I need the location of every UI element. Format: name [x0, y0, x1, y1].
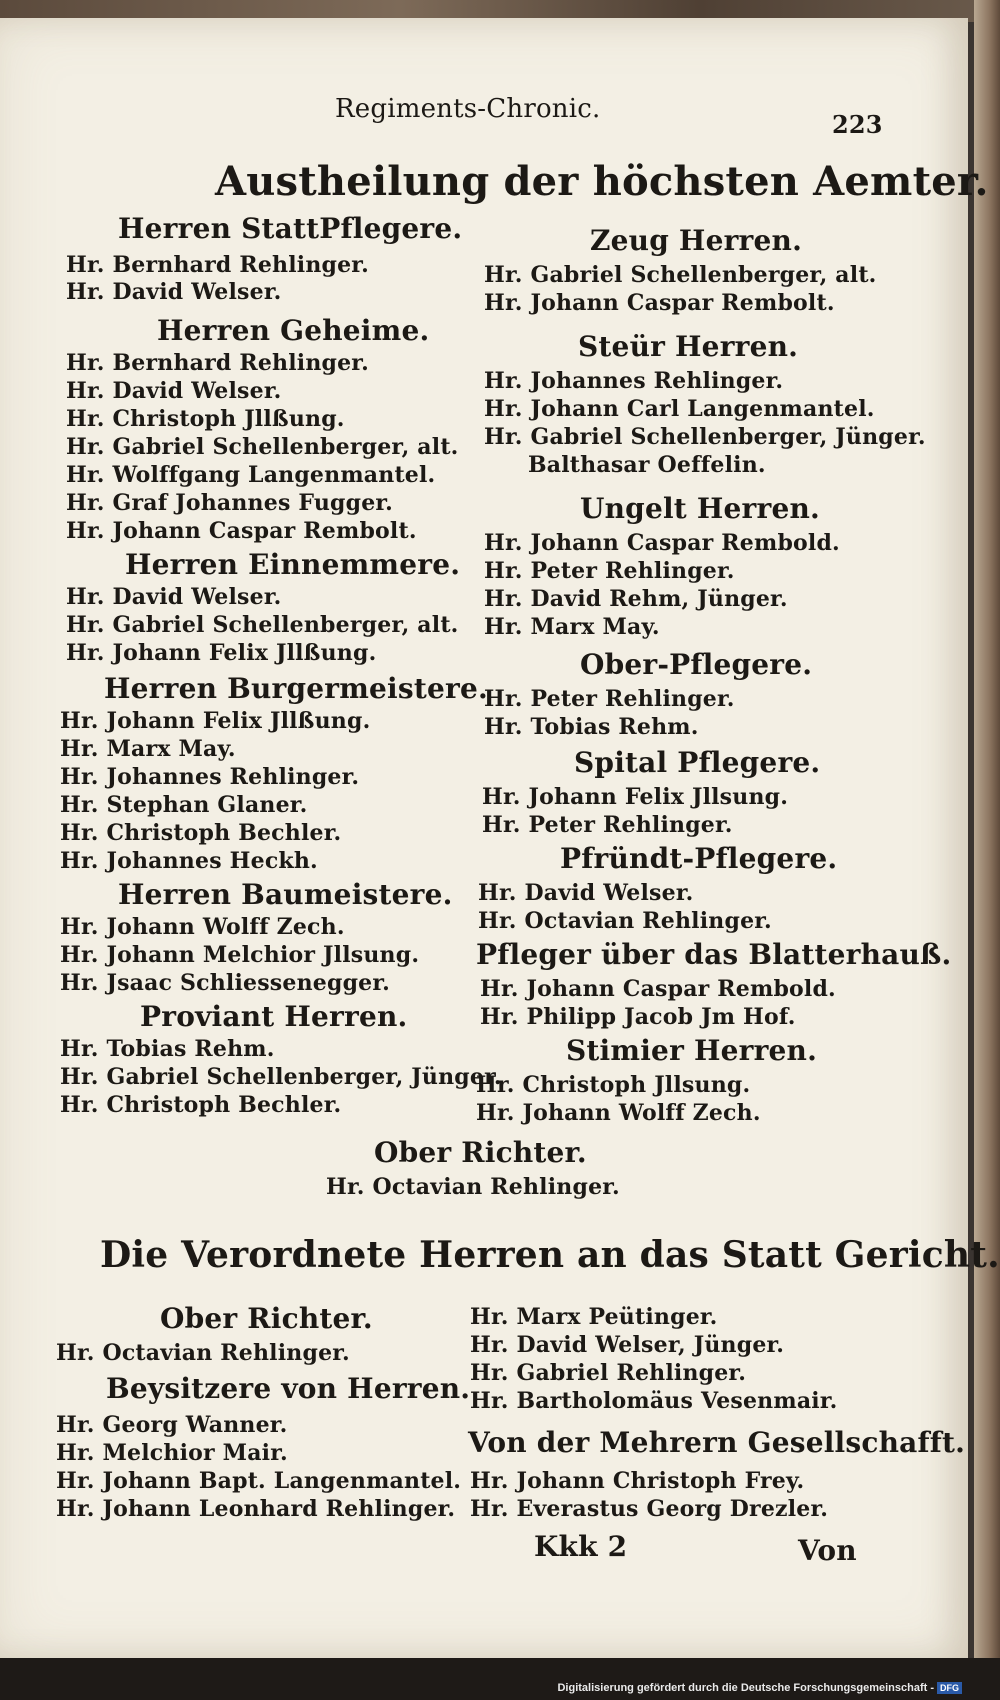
- right-heading-stimier: Stimier Herren.: [566, 1034, 818, 1067]
- list-item: Hr. Georg Wanner.: [56, 1412, 288, 1438]
- signature-mark: Kkk 2: [534, 1530, 628, 1563]
- list-item: Hr. Johann Bapt. Langenmantel.: [56, 1468, 462, 1494]
- list-item: Hr. Gabriel Schellenberger, alt.: [66, 434, 459, 460]
- list-item: Hr. David Rehm, Jünger.: [484, 586, 788, 612]
- list-item: Hr. Johannes Heckh.: [60, 848, 318, 874]
- list-item: Hr. Gabriel Schellenberger, Jünger.: [60, 1064, 502, 1090]
- list-item: Hr. Gabriel Schellenberger, Jünger.: [484, 424, 926, 450]
- list-item: Hr. David Welser.: [66, 279, 282, 305]
- list-item: Hr. Christoph Jllßung.: [66, 406, 345, 432]
- list-item: Hr. Gabriel Schellenberger, alt.: [66, 612, 459, 638]
- list-item: Hr. Wolffgang Langenmantel.: [66, 462, 436, 488]
- list-item: Hr. Johann Caspar Rembolt.: [66, 518, 417, 544]
- right-heading-steur: Steür Herren.: [578, 330, 799, 363]
- list-item: Hr. Christoph Bechler.: [60, 820, 342, 846]
- list-item: Hr. Marx May.: [484, 614, 660, 640]
- list-item: Hr. Stephan Glaner.: [60, 792, 308, 818]
- right-heading-zeug: Zeug Herren.: [590, 224, 803, 257]
- list-item: Hr. Philipp Jacob Jm Hof.: [480, 1004, 796, 1030]
- list-item: Hr. Bernhard Rehlinger.: [66, 252, 369, 278]
- section1-title: Austheilung der höchsten Aemter.: [215, 158, 989, 205]
- left-heading-einnemmere: Herren Einnemmere.: [125, 548, 461, 581]
- list-item: Hr. David Welser.: [66, 584, 282, 610]
- s2-heading-beysitzere: Beysitzere von Herren.: [106, 1372, 471, 1405]
- list-item: Hr. Johann Christoph Frey.: [470, 1468, 805, 1494]
- list-item: Hr. Johann Wolff Zech.: [60, 914, 345, 940]
- list-item: Hr. Peter Rehlinger.: [482, 812, 733, 838]
- list-item: Hr. David Welser.: [478, 880, 694, 906]
- list-item: Balthasar Oeffelin.: [528, 452, 766, 478]
- list-item: Hr. Marx Peütinger.: [470, 1304, 718, 1330]
- list-item: Hr. Johannes Rehlinger.: [60, 764, 360, 790]
- list-item: Hr. Johannes Rehlinger.: [484, 368, 784, 394]
- catchword: Von: [798, 1534, 857, 1567]
- dfg-logo-icon: DFG: [937, 1682, 962, 1694]
- list-item: Hr. Octavian Rehlinger.: [478, 908, 772, 934]
- list-item: Hr. Johann Felix Jllßung.: [66, 640, 377, 666]
- scan-footer-bar: [0, 1658, 1000, 1700]
- list-item: Hr. Gabriel Rehlinger.: [470, 1360, 747, 1386]
- s2-heading-ober-richter: Ober Richter.: [160, 1302, 373, 1335]
- running-title: Regiments-Chronic.: [335, 94, 601, 124]
- list-item: Hr. Johann Felix Jllßung.: [60, 708, 371, 734]
- right-heading-spital-pflegere: Spital Pflegere.: [574, 746, 821, 779]
- right-heading-ungelt: Ungelt Herren.: [580, 492, 820, 525]
- list-item: Hr. Johann Carl Langenmantel.: [484, 396, 875, 422]
- right-heading-blatterhauss: Pfleger über das Blatterhauß.: [476, 938, 952, 971]
- list-item: Hr. Christoph Jllsung.: [476, 1072, 751, 1098]
- book-page: [0, 18, 1000, 1658]
- list-item: Hr. Johann Melchior Jllsung.: [60, 942, 420, 968]
- left-heading-statt-pflegere: Herren StattPflegere.: [118, 212, 463, 245]
- list-item: Hr. Jsaac Schliessenegger.: [60, 970, 390, 996]
- list-item: Hr. Bernhard Rehlinger.: [66, 350, 369, 376]
- list-item: Hr. David Welser.: [66, 378, 282, 404]
- page-number: 223: [832, 110, 883, 139]
- book-page-edges: [974, 0, 1000, 1700]
- list-item: Hr. Peter Rehlinger.: [484, 686, 735, 712]
- list-item: Hr. Gabriel Schellenberger, alt.: [484, 262, 877, 288]
- list-item: Hr. Johann Felix Jllsung.: [482, 784, 789, 810]
- list-item: Hr. Johann Leonhard Rehlinger.: [56, 1496, 456, 1522]
- s2-heading-mehrern-gesellschafft: Von der Mehrern Gesellschafft.: [468, 1426, 966, 1459]
- left-heading-geheime: Herren Geheime.: [157, 314, 430, 347]
- credit-text: Digitalisierung gefördert durch die Deutsche Forschungsgemeinschaft -: [557, 1682, 934, 1694]
- section2-title: Die Verordnete Herren an das Statt Gericht.: [100, 1234, 1000, 1276]
- list-item: Hr. Melchior Mair.: [56, 1440, 288, 1466]
- list-item: Hr. Octavian Rehlinger.: [326, 1174, 620, 1200]
- list-item: Hr. Johann Wolff Zech.: [476, 1100, 761, 1126]
- digitization-credit: [557, 1682, 962, 1694]
- right-heading-pfrundt-pflegere: Pfründt-Pflegere.: [560, 842, 838, 875]
- list-item: Hr. Everastus Georg Drezler.: [470, 1496, 829, 1522]
- list-item: Hr. Johann Caspar Rembolt.: [484, 290, 835, 316]
- list-item: Hr. Johann Caspar Rembold.: [484, 530, 840, 556]
- list-item: Hr. Christoph Bechler.: [60, 1092, 342, 1118]
- list-item: Hr. Johann Caspar Rembold.: [480, 976, 836, 1002]
- list-item: Hr. Tobias Rehm.: [60, 1036, 275, 1062]
- left-heading-proviant: Proviant Herren.: [140, 1000, 408, 1033]
- list-item: Hr. Peter Rehlinger.: [484, 558, 735, 584]
- list-item: Hr. David Welser, Jünger.: [470, 1332, 785, 1358]
- right-heading-ober-pflegere: Ober-Pflegere.: [580, 648, 813, 681]
- list-item: Hr. Octavian Rehlinger.: [56, 1340, 350, 1366]
- list-item: Hr. Graf Johannes Fugger.: [66, 490, 394, 516]
- list-item: Hr. Bartholomäus Vesenmair.: [470, 1388, 838, 1414]
- list-item: Hr. Marx May.: [60, 736, 236, 762]
- left-heading-burgermeistere: Herren Burgermeistere.: [104, 672, 488, 705]
- list-item: Hr. Tobias Rehm.: [484, 714, 699, 740]
- center-heading-ober-richter: Ober Richter.: [374, 1136, 587, 1169]
- left-heading-baumeistere: Herren Baumeistere.: [118, 878, 453, 911]
